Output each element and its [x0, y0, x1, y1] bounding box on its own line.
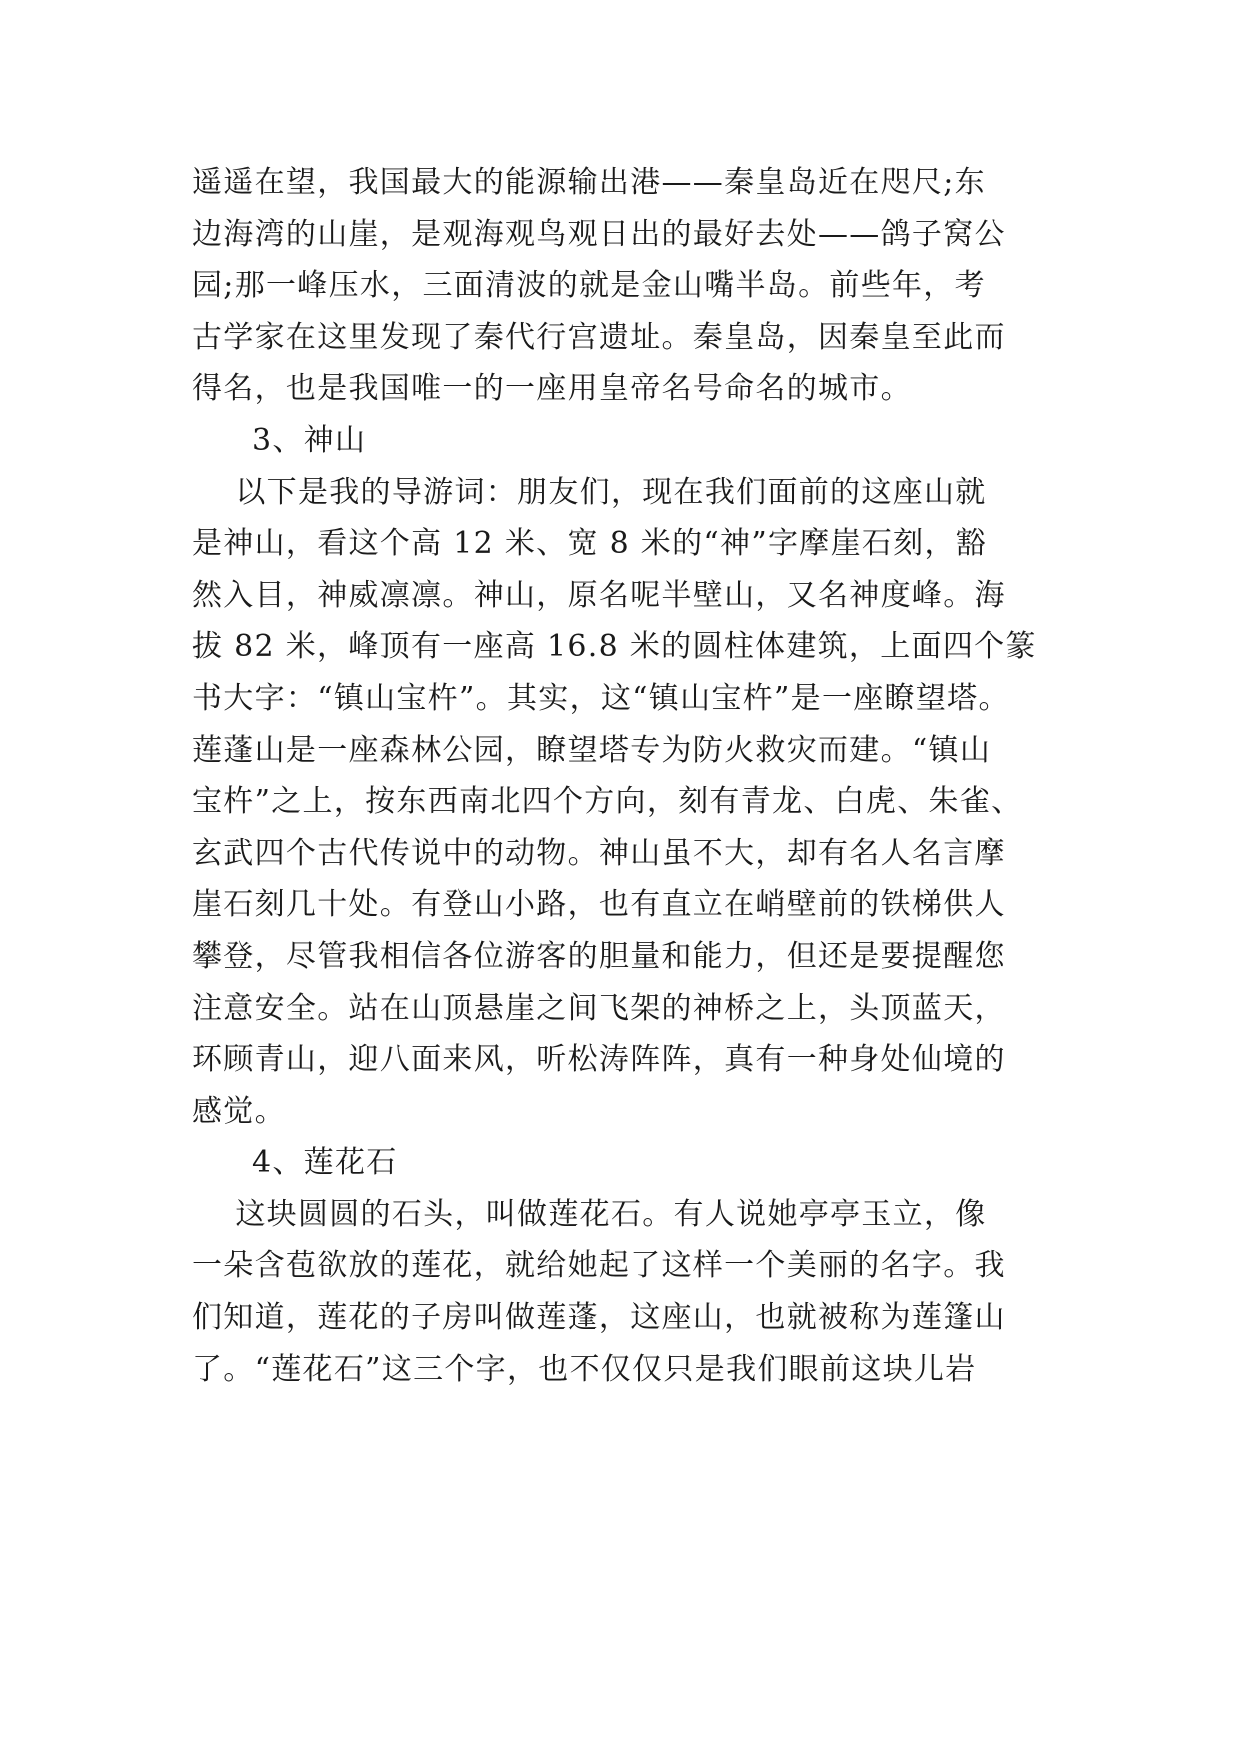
- text-line: 然入目，神威凛凛。神山，原名呢半壁山，又名神度峰。海: [192, 577, 1006, 613]
- text-line: 是神山，看这个高 12 米、宽 8 米的“神”字摩崖石刻，豁: [192, 526, 988, 562]
- text-line: 园;那一峰压水，三面清波的就是金山嘴半岛。前些年，考: [192, 268, 986, 304]
- text-line: 得名，也是我国唯一的一座用皇帝名号命名的城市。: [192, 371, 912, 407]
- text-line: 环顾青山，迎八面来风，听松涛阵阵，真有一种身处仙境的: [192, 1042, 1006, 1078]
- text-line: 注意安全。站在山顶悬崖之间飞架的神桥之上，头顶蓝天，: [192, 990, 1006, 1026]
- text-line: 宝杵”之上，按东西南北四个方向，刻有青龙、白虎、朱雀、: [192, 784, 1023, 820]
- body-text: [192, 157, 1062, 1395]
- text-line: 感觉。: [192, 1093, 286, 1129]
- text-line: 遥遥在望，我国最大的能源输出港——秦皇岛近在咫尺;东: [192, 165, 986, 200]
- text-line: 攀登，尽管我相信各位游客的胆量和能力，但还是要提醒您: [192, 938, 1006, 974]
- text-line: 古学家在这里发现了秦代行宫遗址。秦皇岛，因秦皇至此而: [192, 319, 1006, 355]
- text-line: 们知道，莲花的子房叫做莲蓬，这座山，也就被称为莲篷山: [192, 1300, 1006, 1336]
- text-line: 崖石刻几十处。有登山小路，也有直立在峭壁前的铁梯供人: [192, 887, 1006, 923]
- text-line: 了。“莲花石”这三个字，也不仅仅只是我们眼前这块儿岩: [192, 1351, 977, 1387]
- text-line: 以下是我的导游词：朋友们，现在我们面前的这座山就: [192, 474, 987, 510]
- section-heading-lianhuashi: 4、莲花石: [252, 1145, 398, 1181]
- text-line: 这块圆圆的石头，叫做莲花石。有人说她亭亭玉立，像: [192, 1196, 987, 1232]
- text-line: 拔 82 米，峰顶有一座高 16.8 米的圆柱体建筑，上面四个篆: [192, 629, 1037, 665]
- text-line: 边海湾的山崖，是观海观鸟观日出的最好去处——鸽子窝公: [192, 216, 1006, 252]
- text-line: 莲蓬山是一座森林公园，瞭望塔专为防火救灾而建。“镇山: [192, 732, 992, 768]
- text-line: 一朵含苞欲放的莲花，就给她起了这样一个美丽的名字。我: [192, 1248, 1006, 1284]
- text-line: 玄武四个古代传说中的动物。神山虽不大，却有名人名言摩: [192, 835, 1006, 871]
- text-line: 书大字：“镇山宝杵”。其实，这“镇山宝杵”是一座瞭望塔。: [192, 680, 1010, 716]
- section-heading-shenshan: 3、神山: [252, 422, 367, 458]
